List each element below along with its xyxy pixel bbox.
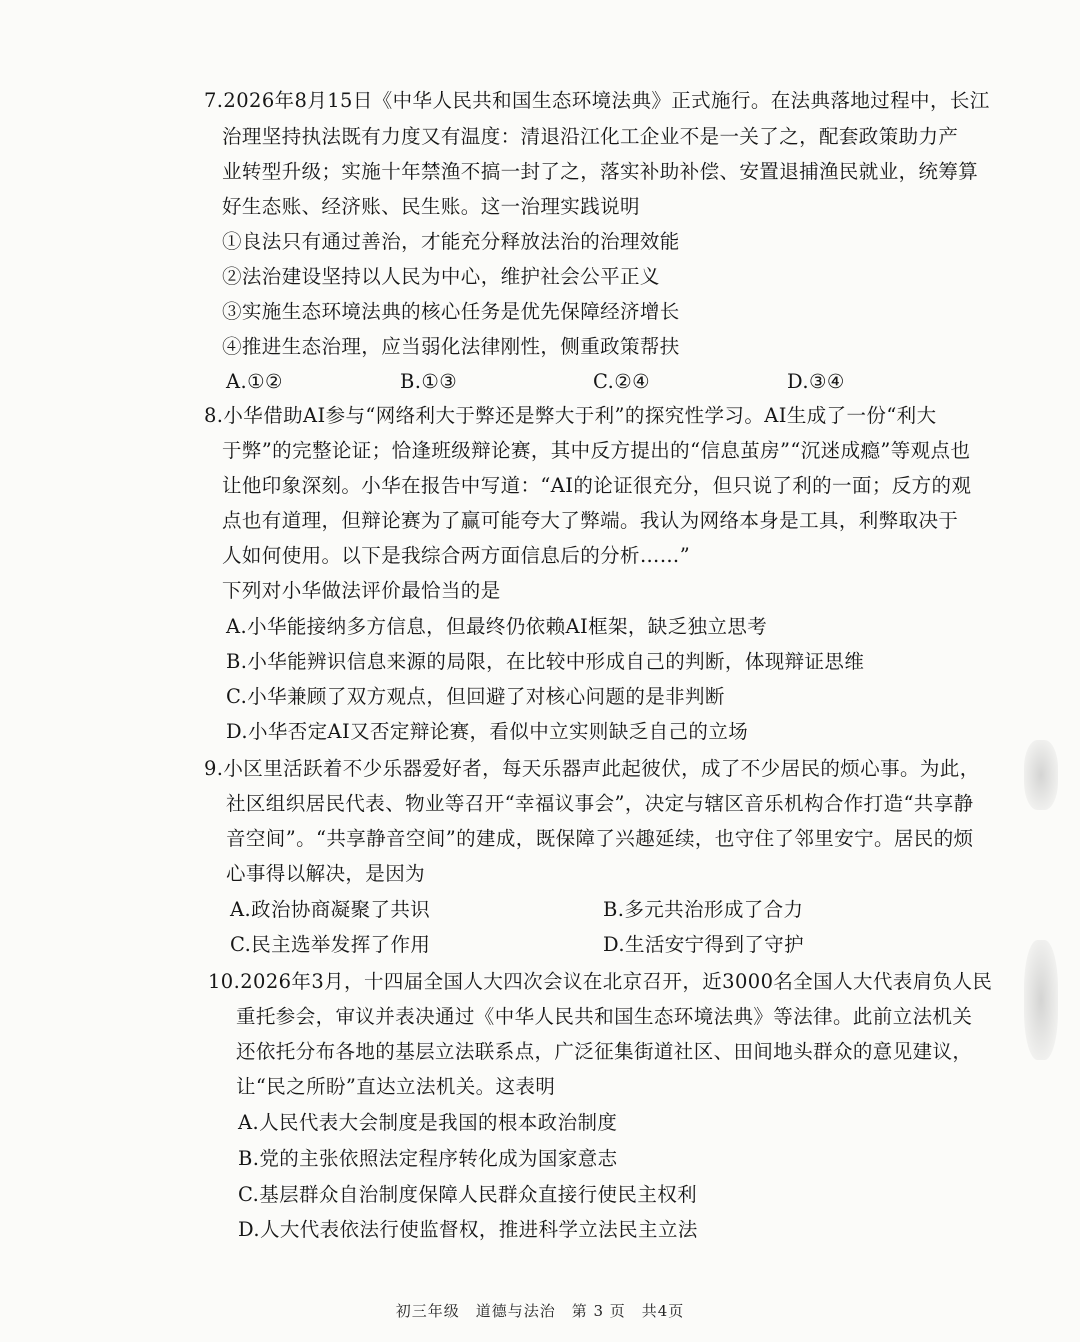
question-8-option-a: A.小华能接纳多方信息，但最终仍依赖AI框架，缺乏独立思考 xyxy=(226,615,768,638)
question-7-choice-b: B.①③ xyxy=(400,370,458,393)
question-8-option-d: D.小华否定AI又否定辩论赛，看似中立实则缺乏自己的立场 xyxy=(226,720,749,743)
question-8-option-c: C.小华兼顾了双方观点，但回避了对核心问题的是非判断 xyxy=(226,685,725,708)
question-9-choice-b: B.多元共治形成了合力 xyxy=(603,898,804,921)
question-7-stem-line: 7.2026年8月15日《中华人民共和国生态环境法典》正式施行。在法典落地过程中，长江 xyxy=(204,89,990,112)
statement-4: ④推进生态治理，应当弱化法律刚性，侧重政策帮扶 xyxy=(222,335,680,358)
question-7-stem-line: 治理坚持执法既有力度又有温度：清退沿江化工企业不是一关了之，配套政策助力产 xyxy=(222,125,959,148)
question-7-choice-c: C.②④ xyxy=(593,370,650,393)
question-9-choice-c: C.民主选举发挥了作用 xyxy=(230,933,431,956)
statement-2: ②法治建设坚持以人民为中心，维护社会公平正义 xyxy=(222,265,660,288)
question-10-option-c: C.基层群众自治制度保障人民群众直接行使民主权利 xyxy=(238,1183,698,1206)
question-9-choice-d: D.生活安宁得到了守护 xyxy=(603,933,805,956)
question-10-stem-line: 还依托分布各地的基层立法联系点，广泛征集街道社区、田间地头群众的意见建议， xyxy=(236,1040,973,1063)
question-7-choice-d: D.③④ xyxy=(787,370,845,393)
question-10-option-d: D.人大代表依法行使监督权，推进科学立法民主立法 xyxy=(238,1218,698,1241)
question-8-option-b: B.小华能辨识信息来源的局限，在比较中形成自己的判断，体现辩证思维 xyxy=(226,650,865,673)
question-8-prompt: 下列对小华做法评价最恰当的是 xyxy=(222,579,501,602)
scan-smudge xyxy=(1024,940,1058,1060)
question-9-stem-line: 音空间”。“共享静音空间”的建成，既保障了兴趣延续，也守住了邻里安宁。居民的烦 xyxy=(226,827,974,850)
page-footer: 初三年级 道德与法治 第 3 页 共4页 xyxy=(395,1302,685,1320)
question-10-stem-line: 重托参会，审议并表决通过《中华人民共和国生态环境法典》等法律。此前立法机关 xyxy=(236,1005,973,1028)
question-8-stem-line: 人如何使用。以下是我综合两方面信息后的分析……” xyxy=(222,544,691,567)
question-7-stem-line: 业转型升级；实施十年禁渔不搞一封了之，落实补助补偿、安置退捕渔民就业，统筹算 xyxy=(222,160,979,183)
question-8-stem-line: 点也有道理，但辩论赛为了赢可能夸大了弊端。我认为网络本身是工具，利弊取决于 xyxy=(222,509,959,532)
question-8-stem-line: 让他印象深刻。小华在报告中写道：“AI的论证很充分，但只说了利的一面；反方的观 xyxy=(222,474,972,497)
question-9-stem-line: 9.小区里活跃着不少乐器爱好者，每天乐器声此起彼伏，成了不少居民的烦心事。为此， xyxy=(204,757,980,780)
question-7-choice-a: A.①② xyxy=(226,370,283,393)
statement-1: ①良法只有通过善治，才能充分释放法治的治理效能 xyxy=(222,230,680,253)
question-10-option-b: B.党的主张依照法定程序转化成为国家意志 xyxy=(238,1147,618,1170)
question-8-stem-line: 于弊”的完整论证；恰逢班级辩论赛，其中反方提出的“信息茧房”“沉迷成瘾”等观点也 xyxy=(222,439,971,462)
scan-smudge xyxy=(1024,740,1058,810)
question-9-stem-line: 心事得以解决，是因为 xyxy=(226,862,426,885)
question-9-stem-line: 社区组织居民代表、物业等召开“幸福议事会”，决定与辖区音乐机构合作打造“共享静 xyxy=(226,792,974,815)
question-7-stem-line: 好生态账、经济账、民生账。这一治理实践说明 xyxy=(222,195,640,218)
statement-3: ③实施生态环境法典的核心任务是优先保障经济增长 xyxy=(222,300,680,323)
question-9-choice-a: A.政治协商凝聚了共识 xyxy=(230,898,431,921)
question-10-option-a: A.人民代表大会制度是我国的根本政治制度 xyxy=(238,1111,618,1134)
question-8-stem-line: 8.小华借助AI参与“网络利大于弊还是弊大于利”的探究性学习。AI生成了一份“利大 xyxy=(204,404,937,427)
question-10-stem-line: 让“民之所盼”直达立法机关。这表明 xyxy=(236,1075,556,1098)
question-10-stem-line: 10.2026年3月，十四届全国人大四次会议在北京召开，近3000名全国人大代表肩负人民 xyxy=(208,970,993,993)
